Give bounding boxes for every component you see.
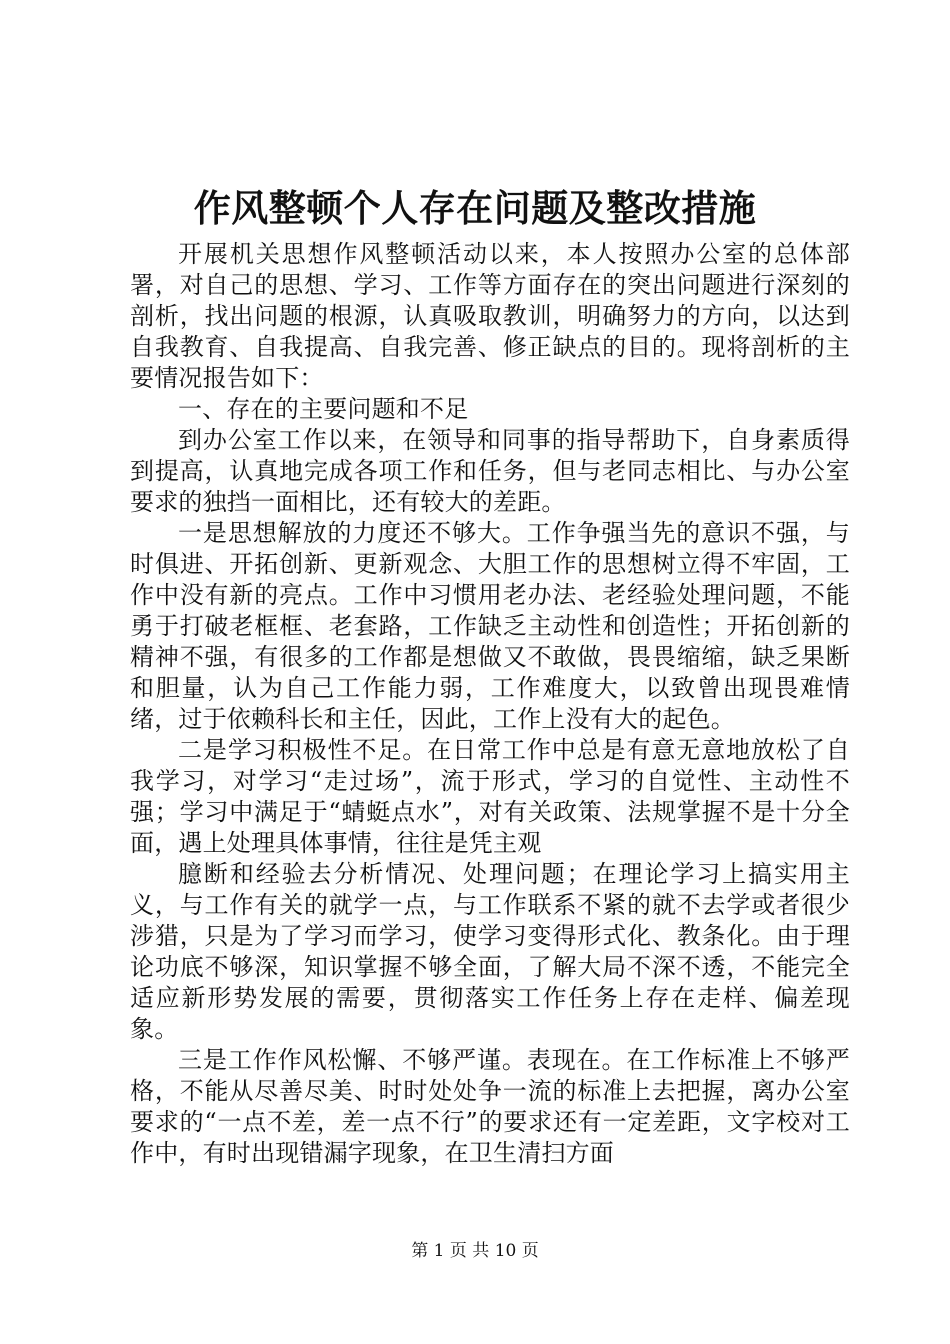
page-number-footer: 第 1 页 共 10 页 xyxy=(411,1241,539,1261)
section-heading-problems: 一、存在的主要问题和不足 xyxy=(178,395,469,423)
paragraph-overview: 到办公室工作以来，在领导和同事的指导帮助下，自身素质得到提高，认真地完成各项工作和任务，但与老同志相比、与办公室要求的独挡一面相比，还有较大的差距。 xyxy=(130,426,850,516)
document-body xyxy=(130,239,850,1169)
paragraph-point-two: 二是学习积极性不足。在日常工作中总是有意无意地放松了自我学习，对学习“走过场”，流于形式，学习的自觉性、主动性不强；学习中满足于“蜻蜓点水”，对有关政策、法规掌握不是十分全面，遇上处理具体事情，往往是凭主观 xyxy=(130,736,850,857)
paragraph-point-one: 一是思想解放的力度还不够大。工作争强当先的意识不强，与时俱进、开拓创新、更新观念、大胆工作的思想树立得不牢固，工作中没有新的亮点。工作中习惯用老办法、老经验处理问题，不能勇于打破老框框、老套路，工作缺乏主动性和创造性；开拓创新的精神不强，有很多的工作都是想做又不敢做，畏畏缩缩，缺乏果断和胆量，认为自己工作能力弱，工作难度大，以致曾出现畏难情绪，过于依赖科长和主任，因此，工作上没有大的起色。 xyxy=(130,519,850,733)
document-title: 作风整顿个人存在问题及整改措施 xyxy=(193,187,757,230)
paragraph-intro: 开展机关思想作风整顿活动以来，本人按照办公室的总体部署，对自己的思想、学习、工作等方面存在的突出问题进行深刻的剖析，找出问题的根源，认真吸取教训，明确努力的方向，以达到自我教育、自我提高、自我完善、修正缺点的目的。现将剖析的主要情况报告如下： xyxy=(130,240,850,392)
paragraph-point-three: 三是工作作风松懈、不够严谨。表现在。在工作标准上不够严格，不能从尽善尽美、时时处处争一流的标准上去把握，离办公室要求的“一点不差，差一点不行”的要求还有一定差距，文字校对工作中，有时出现错漏字现象，在卫生清扫方面 xyxy=(130,1046,850,1167)
paragraph-point-two-continued: 臆断和经验去分析情况、处理问题；在理论学习上搞实用主义，与工作有关的就学一点，与工作联系不紧的就不去学或者很少涉猎，只是为了学习而学习，使学习变得形式化、教条化。由于理论功底不够深，知识掌握不够全面，了解大局不深不透，不能完全适应新形势发展的需要，贯彻落实工作任务上存在走样、偏差现象。 xyxy=(130,860,850,1043)
